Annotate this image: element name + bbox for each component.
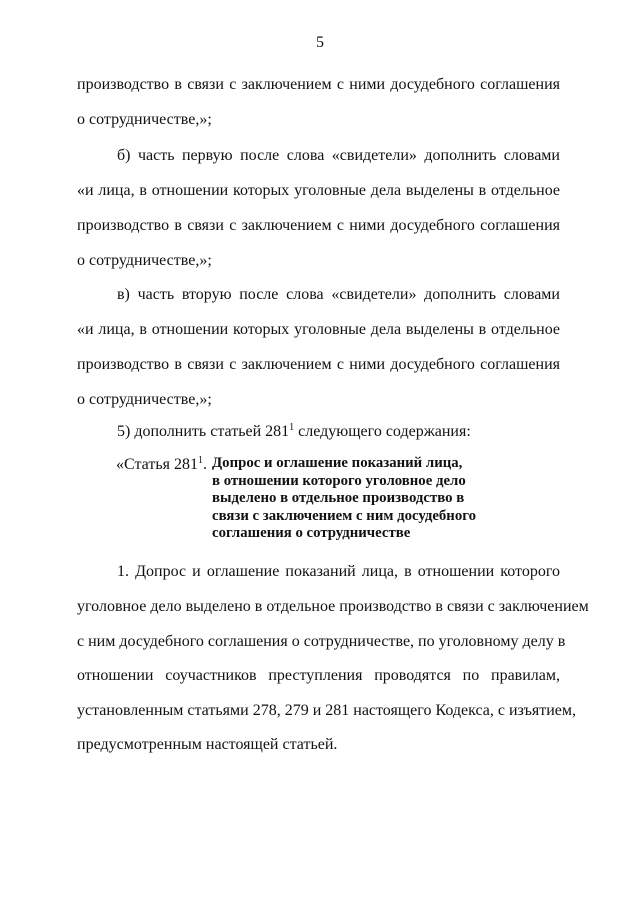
article-title-line: связи с заключением с ним досудебного: [212, 507, 476, 524]
text-line: 1. Допрос и оглашение показаний лица, в отношении которого: [117, 563, 560, 580]
article-title-line: Допрос и оглашение показаний лица,: [212, 455, 463, 471]
text-line: производство в связи с заключением с ними досудебного соглашения: [77, 217, 560, 234]
article-title-line: в отношении которого уголовное дело: [212, 472, 466, 489]
article-label-text: «Статья 281: [116, 456, 198, 473]
article-label-suffix: .: [202, 456, 207, 473]
text-line: «и лица, в отношении которых уголовные дела выделены в отдельное: [77, 182, 560, 199]
text-line: производство в связи с заключением с ними досудебного соглашения: [77, 356, 560, 373]
text-line: о сотрудничестве,»;: [77, 391, 212, 408]
article-title-line: соглашения о сотрудничестве: [212, 525, 411, 541]
text-line: отношении соучастников преступления проводятся по правилам,: [77, 667, 560, 684]
text-line: б) часть первую после слова «свидетели» дополнить словами: [117, 147, 560, 164]
article-label: [116, 455, 216, 475]
article-title: [212, 455, 512, 543]
text-line: в) часть вторую после слова «свидетели» дополнить словами: [117, 286, 560, 303]
text-line: [117, 422, 560, 442]
text-line: о сотрудничестве,»;: [77, 111, 212, 128]
text-line: установленным статьями 278, 279 и 281 настоящего Кодекса, с изъятием,: [77, 702, 576, 719]
text-line: уголовное дело выделено в отдельное производство в связи с заключением: [77, 598, 589, 615]
text-fragment: следующего содержания:: [294, 423, 471, 440]
article-title-line: выделено в отдельное производство в: [212, 490, 465, 506]
text-fragment: 5) дополнить статьей 281: [117, 423, 290, 440]
article-label-superscript: 1: [197, 455, 203, 466]
text-line: о сотрудничестве,»;: [77, 252, 212, 269]
page-number: 5: [316, 34, 324, 51]
text-line: «и лица, в отношении которых уголовные дела выделены в отдельное: [77, 321, 560, 338]
superscript: 1: [289, 422, 295, 433]
text-line: производство в связи с заключением с ними досудебного соглашения: [77, 76, 560, 93]
text-line: с ним досудебного соглашения о сотрудничестве, по уголовному делу в: [77, 633, 566, 650]
text-line: предусмотренным настоящей статьей.: [77, 736, 338, 753]
